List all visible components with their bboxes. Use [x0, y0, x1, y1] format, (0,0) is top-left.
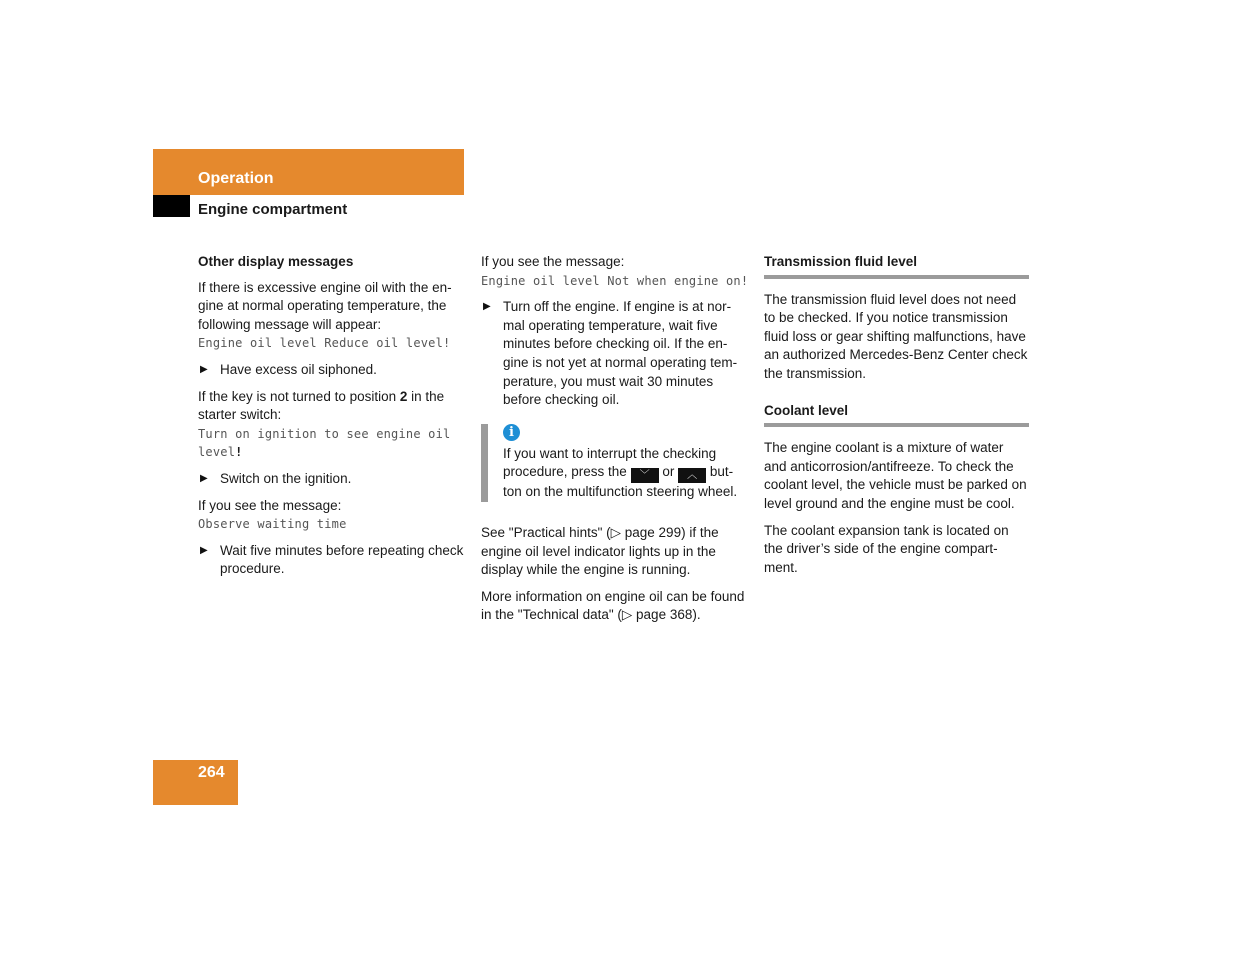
right-column	[764, 253, 1029, 585]
info-icon: i	[503, 424, 520, 441]
display-message: Engine oil level Reduce oil level!	[198, 336, 451, 351]
middle-column	[481, 253, 749, 633]
paragraph: If there is excessive engine oil with the en-gine at normal operating temperature, the following message will appear: Engine oil level Reduce oil level!	[198, 279, 466, 353]
step-item: ▶ Turn off the engine. If engine is at nor-mal operating temperature, wait five minutes before checking oil. If the en-gine is not yet at normal operating tem-perature, you must wait 30 minutes before checking oil.	[483, 299, 738, 408]
step-item: ▶ Switch on the ignition.	[198, 470, 466, 489]
triangle-bullet-icon: ▶	[200, 544, 208, 556]
paragraph: If the key is not turned to position 2 in the starter switch: Turn on ignition to see engine oil level!	[198, 388, 466, 462]
paragraph: More information on engine oil can be found in the "Technical data" (▷ page 368).	[481, 588, 745, 623]
paragraph: The coolant expansion tank is located on the driver’s side of the engine compart-ment.	[764, 522, 1009, 575]
heading-transmission-fluid-level: Transmission fluid level	[764, 253, 1029, 279]
paragraph: If you see the message: Engine oil level Not when engine on!	[481, 253, 749, 290]
subsection-title: Engine compartment	[198, 201, 348, 218]
paragraph: The transmission fluid level does not need to be checked. If you notice transmission fluid loss or gear shifting malfunctions, have an authorized Mercedes-Benz Center check the transmission.	[764, 291, 1028, 381]
step-item: ▶ Have excess oil siphoned.	[198, 361, 466, 380]
info-note: i If you want to interrupt the checking procedure, press the ﹀ or ︿ but-ton on the multifunction steering wheel.	[481, 424, 749, 502]
triangle-bullet-icon: ▶	[200, 363, 208, 375]
page-number: 264	[198, 764, 225, 781]
heading-other-display-messages: Other display messages	[198, 254, 354, 269]
display-message: Engine oil level Not when engine on!	[481, 273, 749, 288]
scroll-up-button-icon: ︿	[678, 468, 706, 483]
left-column	[198, 253, 466, 587]
paragraph: If you see the message: Observe waiting time	[198, 497, 466, 534]
paragraph: The engine coolant is a mixture of water and anticorrosion/antifreeze. To check the coolant level, the vehicle must be parked on level ground and the engine must be cool.	[764, 440, 1027, 511]
display-message: Turn on ignition to see engine oil level!	[198, 426, 451, 460]
section-tab-marker	[153, 195, 190, 217]
step-item: ▶ Wait five minutes before repeating check procedure.	[200, 542, 464, 577]
paragraph: See "Practical hints" (▷ page 299) if the engine oil level indicator lights up in the display while the engine is running.	[481, 524, 719, 578]
section-title: Operation	[198, 170, 274, 187]
page-number-box	[153, 760, 238, 805]
triangle-bullet-icon: ▶	[200, 472, 208, 484]
display-message: Observe waiting time	[198, 517, 347, 532]
heading-coolant-level: Coolant level	[764, 402, 1029, 428]
scroll-down-button-icon: ﹀	[631, 468, 659, 483]
triangle-bullet-icon: ▶	[483, 301, 491, 313]
